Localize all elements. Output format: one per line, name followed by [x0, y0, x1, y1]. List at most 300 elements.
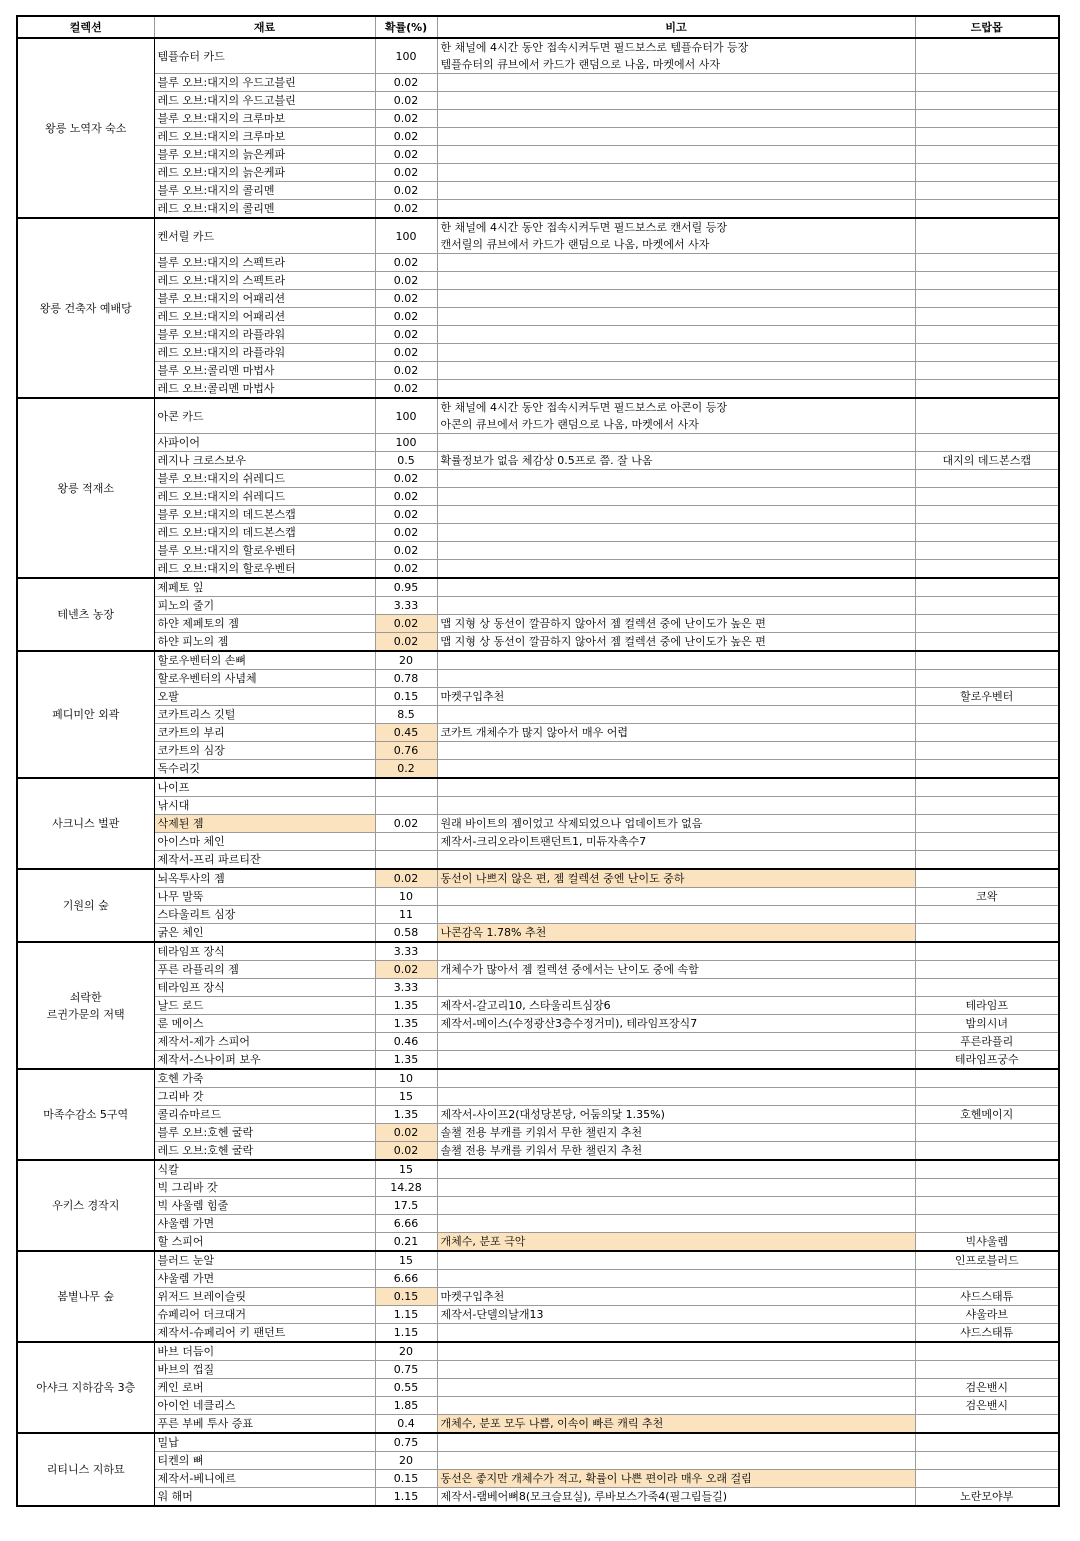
probability-cell: 0.02	[375, 961, 437, 979]
table-row	[17, 128, 1059, 146]
table-row	[17, 92, 1059, 110]
probability-cell: 20	[375, 1452, 437, 1470]
note-cell: 동선은 좋지만 개체수가 적고, 확률이 나쁜 편이라 매우 오래 걸림	[437, 1470, 915, 1488]
probability-cell: 8.5	[375, 706, 437, 724]
drop-monster-cell	[915, 128, 1059, 146]
probability-cell: 0.75	[375, 1361, 437, 1379]
probability-cell: 1.15	[375, 1488, 437, 1507]
table-row	[17, 1251, 1059, 1270]
collection-name-cell	[17, 398, 154, 578]
probability-cell: 0.45	[375, 724, 437, 742]
table-row	[17, 833, 1059, 851]
material-cell: 레드 오브:대지의 스펙트라	[154, 272, 375, 290]
drop-monster-cell	[915, 1470, 1059, 1488]
material-cell: 할 스피어	[154, 1233, 375, 1252]
table-row	[17, 1088, 1059, 1106]
collection-name: 페디미안 외곽	[52, 708, 120, 721]
collection-name: 봄볕나무 숲	[57, 1290, 115, 1303]
material-cell: 아이스마 체인	[154, 833, 375, 851]
drop-monster-cell	[915, 1124, 1059, 1142]
material-cell: 하얀 피노의 젬	[154, 633, 375, 652]
probability-cell: 0.76	[375, 742, 437, 760]
drop-monster-cell	[915, 924, 1059, 943]
table-row	[17, 1215, 1059, 1233]
drop-monster-cell	[915, 778, 1059, 797]
drop-monster-cell: 샤울라브	[915, 1306, 1059, 1324]
table-row	[17, 633, 1059, 652]
table-row	[17, 506, 1059, 524]
table-row	[17, 254, 1059, 272]
probability-cell	[375, 851, 437, 870]
material-cell: 블루 오브:대지의 라플라워	[154, 326, 375, 344]
material-cell: 룬 메이스	[154, 1015, 375, 1033]
collection-name-cell	[17, 1069, 154, 1160]
table-row	[17, 362, 1059, 380]
probability-cell: 15	[375, 1251, 437, 1270]
probability-cell: 20	[375, 651, 437, 670]
material-cell: 레드 오브:대지의 할로우벤터	[154, 560, 375, 579]
probability-cell: 0.02	[375, 869, 437, 888]
note-cell	[437, 434, 915, 452]
drop-monster-cell: 밤의시녀	[915, 1015, 1059, 1033]
probability-cell: 3.33	[375, 979, 437, 997]
collection-name-cell	[17, 1251, 154, 1342]
material-cell: 푸른 라플리의 젬	[154, 961, 375, 979]
material-cell: 샤울렘 가면	[154, 1270, 375, 1288]
table-row	[17, 1433, 1059, 1452]
drop-monster-cell	[915, 1452, 1059, 1470]
material-cell: 레드 오브:대지의 쉬레디드	[154, 488, 375, 506]
material-cell: 코카트리스 깃털	[154, 706, 375, 724]
note-cell	[437, 362, 915, 380]
table-row	[17, 906, 1059, 924]
probability-cell: 100	[375, 398, 437, 434]
note-cell	[437, 1215, 915, 1233]
collection-name: 왕릉 노역자 숙소	[45, 121, 127, 135]
note-line: 템플슈터의 큐브에서 카드가 랜덤으로 나옴, 마켓에서 사자	[440, 58, 720, 71]
note-cell	[437, 200, 915, 219]
table-row	[17, 470, 1059, 488]
note-cell	[437, 578, 915, 597]
material-cell: 빅 샤울렘 힘줄	[154, 1197, 375, 1215]
note-cell	[437, 1179, 915, 1197]
collection-name-cell	[17, 578, 154, 651]
collection-name: 리티니스 지하묘	[46, 1463, 125, 1476]
collection-name: 쇠락한	[69, 990, 102, 1004]
probability-cell: 20	[375, 1342, 437, 1361]
note-cell	[437, 597, 915, 615]
material-cell: 블루 오브:대지의 콜리멘	[154, 182, 375, 200]
probability-cell: 0.78	[375, 670, 437, 688]
header-material: 재료	[154, 16, 375, 38]
drop-monster-cell: 샤드스태튜	[915, 1324, 1059, 1343]
drop-monster-cell	[915, 110, 1059, 128]
table-row	[17, 1197, 1059, 1215]
table-row	[17, 290, 1059, 308]
table-row	[17, 961, 1059, 979]
table-row	[17, 1288, 1059, 1306]
drop-monster-cell	[915, 851, 1059, 870]
material-cell: 사파이어	[154, 434, 375, 452]
probability-cell: 0.5	[375, 452, 437, 470]
note-cell	[437, 488, 915, 506]
drop-monster-cell	[915, 1342, 1059, 1361]
material-cell: 굵은 체인	[154, 924, 375, 943]
note-cell	[437, 1033, 915, 1051]
drop-monster-cell	[915, 742, 1059, 760]
table-row	[17, 706, 1059, 724]
material-cell: 제작서-슈페리어 키 팬던트	[154, 1324, 375, 1343]
table-row	[17, 272, 1059, 290]
table-row	[17, 146, 1059, 164]
note-cell	[437, 651, 915, 670]
table-row	[17, 560, 1059, 579]
material-cell: 코카트의 심장	[154, 742, 375, 760]
probability-cell: 0.21	[375, 1233, 437, 1252]
note-cell: 제작서-갈고리10, 스타울리트심장6	[437, 997, 915, 1015]
note-cell: 제작서-메이스(수정광산3층수정거미), 테라임프장식7	[437, 1015, 915, 1033]
collection-name-cell	[17, 651, 154, 778]
table-row	[17, 578, 1059, 597]
drop-monster-cell: 호헨메이지	[915, 1106, 1059, 1124]
drop-monster-cell	[915, 760, 1059, 779]
probability-cell: 10	[375, 1069, 437, 1088]
collection-name: 사크니스 벌판	[52, 817, 120, 830]
note-cell	[437, 1379, 915, 1397]
drop-monster-cell	[915, 182, 1059, 200]
note-cell: 개체수가 많아서 젬 컬렉션 중에서는 난이도 중에 속함	[437, 961, 915, 979]
note-cell	[437, 1342, 915, 1361]
probability-cell: 6.66	[375, 1270, 437, 1288]
material-cell: 레지나 크로스보우	[154, 452, 375, 470]
probability-cell: 0.02	[375, 815, 437, 833]
table-row	[17, 110, 1059, 128]
drop-monster-cell	[915, 615, 1059, 633]
note-cell: 마켓구입추천	[437, 1288, 915, 1306]
table-row	[17, 851, 1059, 870]
material-cell: 블루 오브:대지의 어패리션	[154, 290, 375, 308]
table-row	[17, 1015, 1059, 1033]
note-cell: 제작서-사이프2(대성당본당, 어둠의닻 1.35%)	[437, 1106, 915, 1124]
collection-name: 아샤크 지하감옥 3층	[36, 1381, 136, 1394]
probability-cell: 6.66	[375, 1215, 437, 1233]
drop-monster-cell	[915, 1142, 1059, 1161]
note-cell	[437, 888, 915, 906]
probability-cell: 17.5	[375, 1197, 437, 1215]
drop-monster-cell	[915, 488, 1059, 506]
probability-cell: 0.58	[375, 924, 437, 943]
collection-name: 왕릉 적재소	[57, 481, 115, 495]
table-row	[17, 1033, 1059, 1051]
probability-cell: 1.35	[375, 997, 437, 1015]
note-cell	[437, 760, 915, 779]
material-cell: 블루 오브:호헨 굴락	[154, 1124, 375, 1142]
drop-monster-cell	[915, 706, 1059, 724]
drop-monster-cell	[915, 633, 1059, 652]
material-cell: 바브 더듬이	[154, 1342, 375, 1361]
drop-monster-cell: 코왁	[915, 888, 1059, 906]
drop-monster-cell	[915, 524, 1059, 542]
material-cell: 제작서-스나이퍼 보우	[154, 1051, 375, 1070]
drop-monster-cell	[915, 434, 1059, 452]
table-row	[17, 1324, 1059, 1343]
material-cell: 샤울렘 가면	[154, 1215, 375, 1233]
material-cell: 레드 오브:대지의 우드고블린	[154, 92, 375, 110]
table-row	[17, 74, 1059, 92]
drop-monster-cell	[915, 506, 1059, 524]
note-cell	[437, 344, 915, 362]
drop-monster-cell	[915, 670, 1059, 688]
note-cell	[437, 1160, 915, 1179]
probability-cell: 0.02	[375, 326, 437, 344]
material-cell: 빅 그리바 갓	[154, 1179, 375, 1197]
table-row	[17, 1488, 1059, 1507]
drop-monster-cell	[915, 362, 1059, 380]
material-cell: 블루 오브:대지의 늙은케파	[154, 146, 375, 164]
probability-cell: 0.02	[375, 344, 437, 362]
probability-cell: 0.02	[375, 560, 437, 579]
note-cell	[437, 706, 915, 724]
drop-monster-cell	[915, 961, 1059, 979]
probability-cell: 11	[375, 906, 437, 924]
table-row	[17, 869, 1059, 888]
drop-monster-cell	[915, 1215, 1059, 1233]
note-cell: 개체수, 분포 극악	[437, 1233, 915, 1252]
material-cell: 뇌옥투사의 젬	[154, 869, 375, 888]
material-cell: 켄서릴 카드	[154, 218, 375, 254]
table-row	[17, 797, 1059, 815]
drop-monster-cell	[915, 1433, 1059, 1452]
note-line: 캔서릴의 큐브에서 카드가 랜덤으로 나옴, 마켓에서 사자	[440, 238, 710, 251]
drop-monster-cell	[915, 200, 1059, 219]
table-row	[17, 542, 1059, 560]
table-row	[17, 997, 1059, 1015]
material-cell: 스타울리트 심장	[154, 906, 375, 924]
drop-monster-cell	[915, 470, 1059, 488]
drop-monster-cell	[915, 1160, 1059, 1179]
header-drop-monster: 드랍몹	[915, 16, 1059, 38]
note-cell: 제작서-단델의날개13	[437, 1306, 915, 1324]
note-cell	[437, 1270, 915, 1288]
table-row	[17, 398, 1059, 434]
note-cell	[437, 110, 915, 128]
probability-cell: 0.02	[375, 542, 437, 560]
probability-cell: 100	[375, 218, 437, 254]
probability-cell	[375, 797, 437, 815]
probability-cell: 0.02	[375, 362, 437, 380]
table-row	[17, 1361, 1059, 1379]
note-cell	[437, 1397, 915, 1415]
material-cell: 나이프	[154, 778, 375, 797]
drop-monster-cell	[915, 326, 1059, 344]
note-cell: 코카트 개체수가 많지 않아서 매우 어렵	[437, 724, 915, 742]
probability-cell: 0.02	[375, 92, 437, 110]
material-cell: 블루 오브:대지의 스펙트라	[154, 254, 375, 272]
probability-cell: 1.15	[375, 1324, 437, 1343]
drop-monster-cell	[915, 833, 1059, 851]
material-cell: 블루 오브:대지의 데드본스캡	[154, 506, 375, 524]
material-cell: 레드 오브:대지의 늙은케파	[154, 164, 375, 182]
collection-name: 르귄가문의 저택	[46, 1007, 125, 1021]
probability-cell: 0.02	[375, 308, 437, 326]
table-row	[17, 218, 1059, 254]
table-row	[17, 452, 1059, 470]
note-cell	[437, 1251, 915, 1270]
note-cell	[437, 1197, 915, 1215]
note-line: 한 채널에 4시간 동안 접속시켜두면 필드보스로 템플슈터가 등장	[440, 41, 749, 54]
note-cell	[437, 742, 915, 760]
table-row	[17, 164, 1059, 182]
probability-cell: 0.55	[375, 1379, 437, 1397]
drop-monster-cell	[915, 1069, 1059, 1088]
material-cell: 위저드 브레이슬릿	[154, 1288, 375, 1306]
drop-monster-cell: 빅샤울렘	[915, 1233, 1059, 1252]
material-cell: 삭제된 젬	[154, 815, 375, 833]
probability-cell: 0.02	[375, 146, 437, 164]
material-cell: 블러드 눈알	[154, 1251, 375, 1270]
table-row	[17, 1051, 1059, 1070]
table-row	[17, 1342, 1059, 1361]
collection-name-cell	[17, 1342, 154, 1433]
probability-cell: 0.95	[375, 578, 437, 597]
note-cell: 맵 지형 상 동선이 깔끔하지 않아서 젬 컬렉션 중에 난이도가 높은 편	[437, 615, 915, 633]
table-body	[17, 38, 1059, 1506]
material-cell: 케인 로버	[154, 1379, 375, 1397]
note-cell	[437, 1088, 915, 1106]
material-cell: 독수리깃	[154, 760, 375, 779]
table-row	[17, 688, 1059, 706]
drop-monster-cell	[915, 797, 1059, 815]
probability-cell: 0.02	[375, 254, 437, 272]
probability-cell	[375, 833, 437, 851]
probability-cell: 1.35	[375, 1106, 437, 1124]
material-cell: 레드 오브:대지의 크루마보	[154, 128, 375, 146]
material-cell: 블루 오브:대지의 크루마보	[154, 110, 375, 128]
note-cell	[437, 942, 915, 961]
drop-monster-cell: 테라임프	[915, 997, 1059, 1015]
table-row	[17, 615, 1059, 633]
note-cell: 솔챌 전용 부캐를 키워서 무한 챌린지 추천	[437, 1142, 915, 1161]
probability-cell: 0.02	[375, 633, 437, 652]
probability-cell: 0.2	[375, 760, 437, 779]
probability-cell: 0.15	[375, 1288, 437, 1306]
drop-monster-cell	[915, 560, 1059, 579]
collection-name-cell	[17, 942, 154, 1069]
table-row	[17, 815, 1059, 833]
probability-cell: 0.02	[375, 615, 437, 633]
collection-name: 마족수감소 5구역	[43, 1108, 129, 1121]
note-cell	[437, 218, 915, 254]
drop-monster-cell	[915, 308, 1059, 326]
note-cell	[437, 1069, 915, 1088]
drop-monster-cell: 대지의 데드본스캡	[915, 452, 1059, 470]
note-cell	[437, 1361, 915, 1379]
drop-monster-cell	[915, 1270, 1059, 1288]
material-cell: 레드 오브:대지의 데드본스캡	[154, 524, 375, 542]
note-cell: 맵 지형 상 동선이 깔끔하지 않아서 젬 컬렉션 중에 난이도가 높은 편	[437, 633, 915, 652]
table-row	[17, 344, 1059, 362]
probability-cell: 0.15	[375, 688, 437, 706]
table-row	[17, 942, 1059, 961]
probability-cell: 0.4	[375, 1415, 437, 1434]
probability-cell: 0.02	[375, 470, 437, 488]
note-cell	[437, 290, 915, 308]
drop-monster-cell	[915, 164, 1059, 182]
drop-monster-cell	[915, 815, 1059, 833]
probability-cell: 0.02	[375, 200, 437, 219]
table-row	[17, 326, 1059, 344]
drop-monster-cell	[915, 597, 1059, 615]
probability-cell: 1.85	[375, 1397, 437, 1415]
table-row	[17, 924, 1059, 943]
drop-monster-cell	[915, 218, 1059, 254]
note-cell	[437, 398, 915, 434]
drop-monster-cell	[915, 146, 1059, 164]
material-cell: 식칼	[154, 1160, 375, 1179]
note-cell	[437, 778, 915, 797]
note-cell	[437, 380, 915, 399]
drop-monster-cell	[915, 92, 1059, 110]
material-cell: 밀납	[154, 1433, 375, 1452]
collection-name: 우키스 경작지	[52, 1199, 120, 1212]
probability-cell	[375, 778, 437, 797]
note-cell: 솔챌 전용 부캐를 키워서 무한 챌린지 추천	[437, 1124, 915, 1142]
note-cell	[437, 670, 915, 688]
table-row	[17, 308, 1059, 326]
material-cell: 레드 오브:대지의 어패리션	[154, 308, 375, 326]
table-row	[17, 1452, 1059, 1470]
probability-cell: 0.02	[375, 272, 437, 290]
note-cell: 개체수, 분포 모두 나쁨, 이속이 빠른 캐릭 추천	[437, 1415, 915, 1434]
probability-cell: 0.15	[375, 1470, 437, 1488]
probability-cell: 0.02	[375, 128, 437, 146]
drop-monster-cell: 샤드스태튜	[915, 1288, 1059, 1306]
note-cell	[437, 1324, 915, 1343]
material-cell: 워 해머	[154, 1488, 375, 1507]
material-cell: 템플슈터 카드	[154, 38, 375, 74]
collection-name-cell	[17, 218, 154, 398]
table-row	[17, 1415, 1059, 1434]
probability-cell: 0.02	[375, 1142, 437, 1161]
probability-cell: 0.02	[375, 290, 437, 308]
table-row	[17, 597, 1059, 615]
probability-cell: 0.02	[375, 110, 437, 128]
table-row	[17, 778, 1059, 797]
note-cell	[437, 542, 915, 560]
material-cell: 푸른 부베 투사 증표	[154, 1415, 375, 1434]
table-row	[17, 1470, 1059, 1488]
table-row	[17, 651, 1059, 670]
drop-monster-cell	[915, 380, 1059, 399]
material-cell: 제페토 잎	[154, 578, 375, 597]
probability-cell: 3.33	[375, 942, 437, 961]
drop-monster-cell	[915, 724, 1059, 742]
drop-monster-cell	[915, 398, 1059, 434]
material-cell: 호헨 가죽	[154, 1069, 375, 1088]
material-cell: 제작서-프리 파르티잔	[154, 851, 375, 870]
note-cell	[437, 1051, 915, 1070]
material-cell: 테라임프 장식	[154, 979, 375, 997]
probability-cell: 0.02	[375, 74, 437, 92]
note-cell	[437, 128, 915, 146]
drop-monster-cell: 테라임프궁수	[915, 1051, 1059, 1070]
note-cell	[437, 182, 915, 200]
note-cell	[437, 38, 915, 74]
table-row	[17, 670, 1059, 688]
drop-monster-cell	[915, 344, 1059, 362]
note-cell	[437, 470, 915, 488]
material-cell: 아이언 네클리스	[154, 1397, 375, 1415]
